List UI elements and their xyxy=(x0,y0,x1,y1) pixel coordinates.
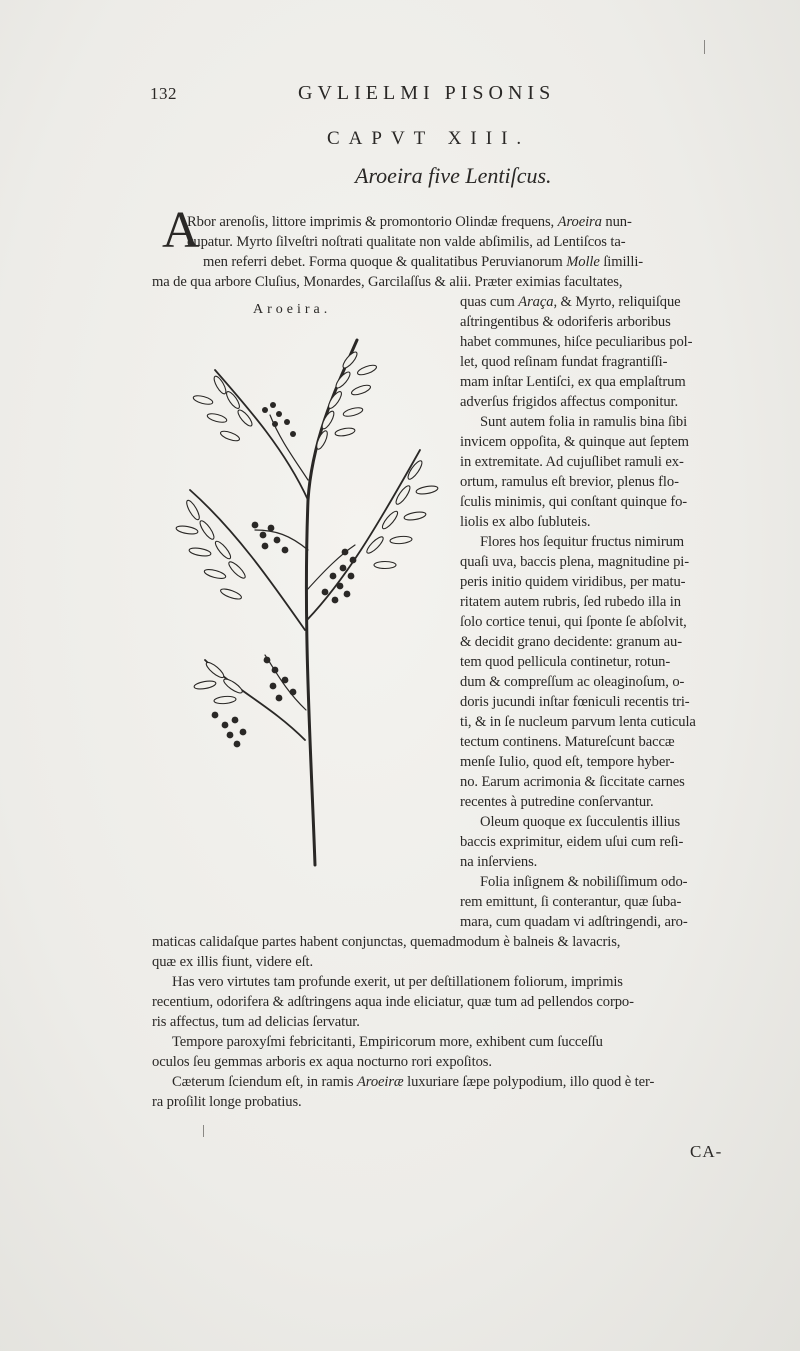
figure-caption: Aroeira. xyxy=(253,302,332,317)
text-segment: na inſerviens. xyxy=(460,854,538,870)
text-line xyxy=(460,612,687,632)
text-line xyxy=(460,672,684,692)
text-line xyxy=(172,1072,654,1092)
text-line xyxy=(187,212,632,232)
text-segment: luxuriare ſæpe polypodium, illo quod è ter- xyxy=(403,1074,655,1090)
drop-cap: A xyxy=(162,202,200,259)
text-segment: ſculis minimis, qui conſtant quinque fo- xyxy=(460,494,688,510)
text-line xyxy=(460,472,679,492)
text-line xyxy=(480,412,687,432)
text-segment: menſe Iulio, quod eſt, tempore hyber- xyxy=(460,754,675,770)
italic-term: Molle xyxy=(566,254,600,270)
text-segment: ris affectus, tum ad delicias ſervatur. xyxy=(152,1014,360,1030)
running-head: GVLIELMI PISONIS xyxy=(298,82,556,104)
text-line xyxy=(460,432,689,452)
scan-mark xyxy=(203,1125,204,1137)
text-line xyxy=(187,232,626,252)
text-segment: let, quod reſinam fundat fragrantiſſi- xyxy=(460,354,668,370)
text-line xyxy=(460,572,685,592)
text-segment: ritatem autem rubris, ſed rubedo illa in xyxy=(460,594,681,610)
text-line xyxy=(460,392,678,412)
text-line xyxy=(152,1052,492,1072)
chapter-title: CAPVT XIII. xyxy=(327,128,531,149)
italic-term: Aroeiræ xyxy=(356,1074,404,1090)
text-segment: invicem oppoſita, & quinque aut ſeptem xyxy=(460,434,689,450)
text-line xyxy=(480,812,680,832)
text-line xyxy=(460,652,670,672)
text-segment: Cæterum ſciendum eſt, in ramis xyxy=(172,1074,357,1090)
text-line xyxy=(460,632,682,652)
text-line xyxy=(460,912,688,932)
text-line xyxy=(152,272,622,292)
text-segment: mam inſtar Lentiſci, ex qua emplaſtrum xyxy=(460,374,686,390)
text-line xyxy=(460,892,681,912)
text-line xyxy=(152,1012,360,1032)
text-segment: & decidit grano decidente: granum au- xyxy=(460,634,683,650)
text-segment: aſtringentibus & odoriferis arboribus xyxy=(460,314,671,330)
text-segment: ſimilli- xyxy=(599,254,644,270)
text-line xyxy=(460,452,684,472)
text-line xyxy=(460,832,683,852)
text-segment: oculos ſeu gemmas arboris ex aqua nocturno rori expoſitos. xyxy=(152,1054,492,1070)
text-segment: ma de qua arbore Cluſius, Monardes, Garcilaſſus & alii. Præter eximias facultates, xyxy=(152,274,623,290)
text-segment: Folia inſignem & nobiliſſimum odo- xyxy=(480,874,688,890)
text-line xyxy=(480,872,687,892)
text-line xyxy=(460,372,686,392)
text-segment: liolis ex albo ſubluteis. xyxy=(460,514,591,530)
scan-mark xyxy=(704,40,705,54)
text-line xyxy=(460,732,675,752)
section-title: Aroeira five Lentiſcus. xyxy=(355,163,552,188)
text-segment: tectum continens. Matureſcunt baccæ xyxy=(460,734,675,750)
text-segment: quaſi uva, baccis plena, magnitudine pi- xyxy=(460,554,690,570)
text-segment: ſolo cortice tenui, qui ſponte ſe abſolvit, xyxy=(460,614,687,630)
text-line xyxy=(460,752,674,772)
text-segment: maticas calidaſque partes habent conjunctas, quemadmodum è balneis & lavacris, xyxy=(152,934,621,950)
text-line xyxy=(460,492,687,512)
text-segment: quæ ex illis fiunt, videre eſt. xyxy=(152,954,314,970)
text-segment: Rbor arenoſis, littore imprimis & promontorio Olindæ frequens, xyxy=(187,214,558,230)
text-line xyxy=(480,532,684,552)
text-segment: recentium, odorifera & adſtringens aqua inde eliciatur, quæ tum ad pellendos corpo- xyxy=(152,994,634,1010)
text-segment: Sunt autem folia in ramulis bina ſibi xyxy=(480,414,688,430)
text-segment: Has vero virtutes tam profunde exerit, ut per deſtillationem foliorum, imprimis xyxy=(172,974,623,990)
italic-term: Aroeira xyxy=(557,214,602,230)
text-line xyxy=(152,932,620,952)
text-line xyxy=(460,332,692,352)
text-line xyxy=(152,952,313,972)
aroeira-plant-illustration xyxy=(175,330,440,875)
text-line xyxy=(152,992,634,1012)
catchword: CA- xyxy=(690,1142,723,1161)
text-segment: rem emittunt, ſi conterantur, quæ ſuba- xyxy=(460,894,682,910)
text-segment: habet communes, hiſce peculiaribus pol- xyxy=(460,334,693,350)
text-line xyxy=(460,292,681,312)
text-segment: tem quod pellicula continetur, rotun- xyxy=(460,654,671,670)
text-line xyxy=(460,312,671,332)
page-number: 132 xyxy=(150,84,177,103)
text-line xyxy=(460,352,667,372)
text-segment: ra proſilit longe probatius. xyxy=(152,1094,302,1110)
text-line xyxy=(172,1032,603,1052)
text-segment: , & Myrto, reliquiſque xyxy=(553,294,681,310)
text-segment: dum & compreſſum ac oleaginoſum, o- xyxy=(460,674,685,690)
text-segment: adverſus frigidos affectus componitur. xyxy=(460,394,679,410)
text-segment: nun- xyxy=(601,214,632,230)
text-line xyxy=(460,552,689,572)
text-line xyxy=(460,792,654,812)
text-segment: peris initio quidem viridibus, per matu- xyxy=(460,574,686,590)
text-segment: Flores hos ſequitur fructus nimirum xyxy=(480,534,685,550)
text-segment: ortum, ramulus eſt brevior, plenus flo- xyxy=(460,474,679,490)
text-segment: Tempore paroxyſmi febricitanti, Empiricorum more, exhibent cum ſucceſſu xyxy=(172,1034,603,1050)
text-segment: no. Earum acrimonia & ſiccitate carnes xyxy=(460,774,685,790)
text-segment: recentes à putredine conſervantur. xyxy=(460,794,654,810)
text-segment: Oleum quoque ex ſucculentis illius xyxy=(480,814,681,830)
text-segment: in extremitate. Ad cujuſlibet ramuli ex- xyxy=(460,454,684,470)
text-segment: men referri debet. Forma quoque & qualitatibus Peruvianorum xyxy=(203,254,567,270)
text-segment: doris jucundi inſtar fœniculi recentis tri- xyxy=(460,694,690,710)
text-line xyxy=(460,592,681,612)
text-segment: cupatur. Myrto ſilveſtri noſtrati qualitate non valde abſimilis, ad Lentiſcos ta- xyxy=(187,234,626,250)
text-line xyxy=(152,1092,302,1112)
text-line xyxy=(460,512,590,532)
text-line xyxy=(460,772,685,792)
italic-term: Araça xyxy=(518,294,554,310)
text-segment: baccis exprimitur, eidem uſui cum reſi- xyxy=(460,834,684,850)
text-line xyxy=(203,252,643,272)
text-line xyxy=(460,712,696,732)
text-line xyxy=(460,692,690,712)
text-segment: ti, & in ſe nucleum parvum lenta cuticula xyxy=(460,714,696,730)
text-line xyxy=(172,972,623,992)
text-line xyxy=(460,852,537,872)
text-segment: mara, cum quadam vi adſtringendi, aro- xyxy=(460,914,688,930)
text-segment: quas cum xyxy=(460,294,519,310)
